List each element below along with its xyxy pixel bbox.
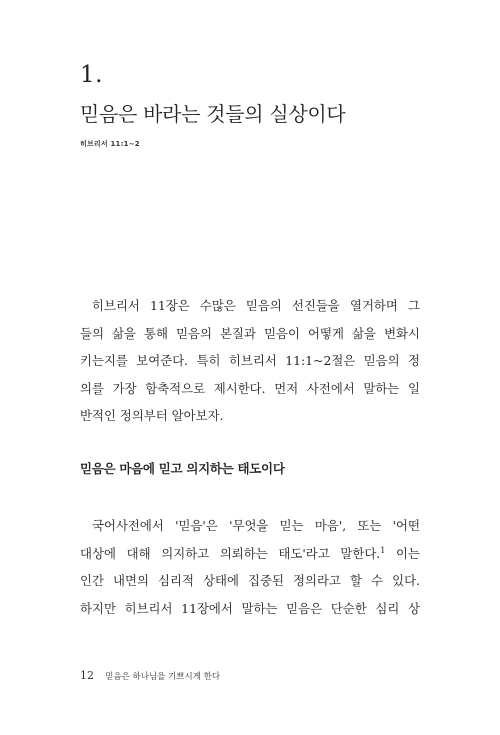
running-title: 믿음은 하나님을 기쁘시게 한다 <box>105 672 221 682</box>
paragraph-line: 반적인 정의부터 알아보자. <box>80 408 224 423</box>
paragraph-line: 의를 가장 함축적으로 제시한다. 먼저 사전에서 말하는 일 <box>80 380 420 396</box>
footnote-marker[interactable]: 1 <box>380 545 386 555</box>
paragraph-text: 대상에 대해 의지하고 의뢰하는 태도'라고 말한다. <box>80 545 381 561</box>
section-heading: 믿음은 마음에 믿고 의지하는 태도이다 <box>80 461 285 476</box>
paragraph-text: 이는 <box>385 545 420 561</box>
paragraph-line: 하지만 히브리서 11장에서 말하는 믿음은 단순한 심리 상 <box>80 600 420 616</box>
chapter-title: 믿음은 바라는 것들의 실상이다 <box>80 102 346 126</box>
page-footer <box>80 669 220 682</box>
body-paragraph-intro <box>80 292 420 430</box>
paragraph-line: 키는지를 보여준다. 특히 히브리서 11:1~2절은 믿음의 정 <box>80 353 420 368</box>
body-paragraph-definition <box>80 512 420 622</box>
paragraph-line-with-footnote <box>80 540 420 568</box>
chapter-number: 1. <box>80 62 103 88</box>
scripture-reference: 히브리서 11:1~2 <box>80 140 140 148</box>
paragraph-line: 인간 내면의 심리적 상태에 집중된 정의라고 할 수 있다. <box>80 573 420 588</box>
paragraph-line: 국어사전에서 '믿음'은 '무엇을 믿는 마음', 또는 '어떤 <box>92 518 420 533</box>
page-number: 12 <box>80 669 94 682</box>
paragraph-line: 히브리서 11장은 수많은 믿음의 선진들을 열거하며 그 <box>92 298 420 313</box>
paragraph-line: 들의 삶을 통해 믿음의 본질과 믿음이 어떻게 삶을 변화시 <box>80 325 420 341</box>
